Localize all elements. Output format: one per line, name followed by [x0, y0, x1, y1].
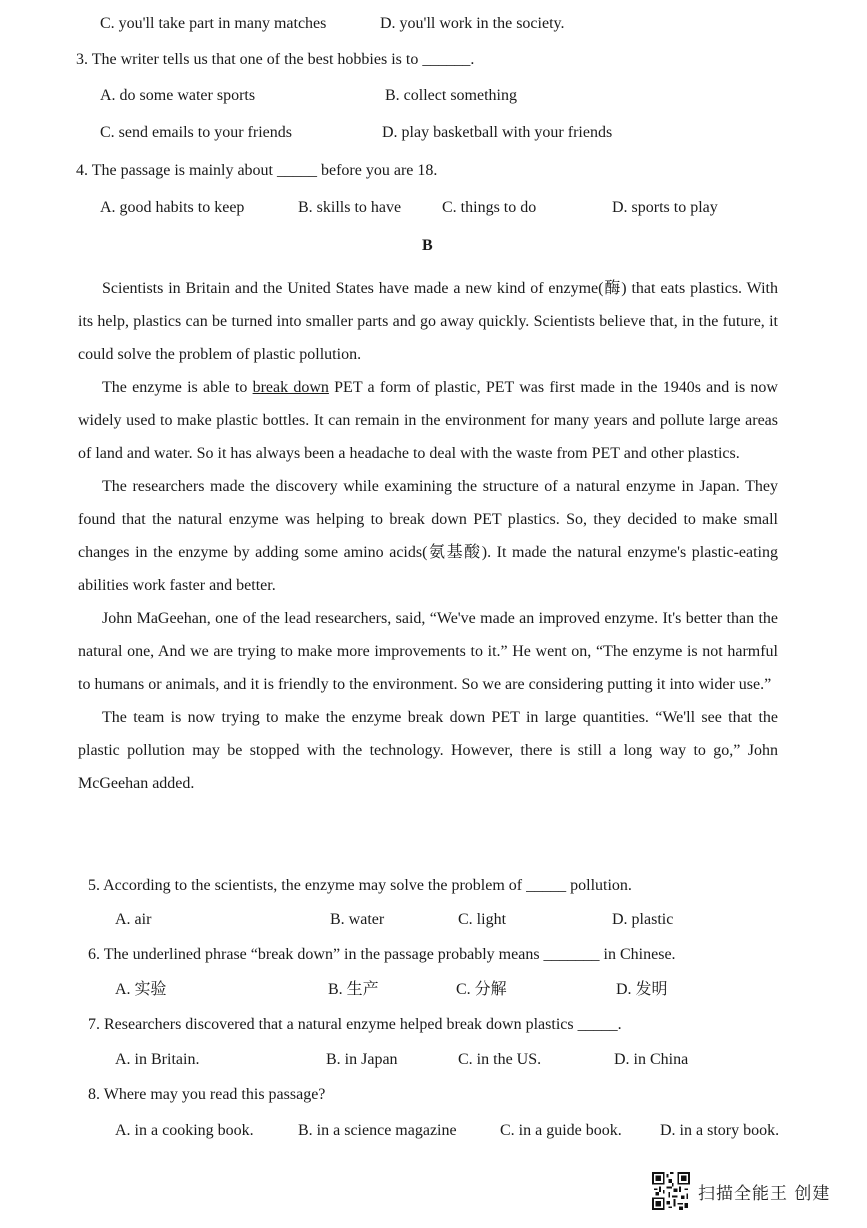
qr-code-icon [652, 1172, 690, 1210]
q3-option-b: B. collect something [385, 87, 517, 104]
q8-option-d: D. in a story book. [660, 1122, 780, 1139]
watermark-text: 扫描全能王 创建 [698, 1183, 831, 1204]
q5-option-c: C. light [458, 911, 507, 928]
q8-stem: 8. Where may you read this passage? [88, 1086, 326, 1103]
q7-option-b: B. in Japan [326, 1051, 398, 1068]
paragraph-3-text: The researchers made the discovery while examining the structure of a natural enzyme in Japan. They found that the natural enzyme was helping to break down PET plastics. So, they decided to make small changes in the enzyme by adding some amino acids(氨基酸). It made the natural enzyme's plastic-eating abilities work faster and better. [78, 478, 778, 594]
q4-stem: 4. The passage is mainly about _____ before you are 18. [76, 162, 438, 179]
q7-stem: 7. Researchers discovered that a natural enzyme helped break down plastics _____. [88, 1016, 622, 1033]
passage-paragraph-4 [78, 602, 778, 701]
q2-option-d: D. you'll work in the society. [380, 15, 565, 32]
paragraph-4-text: John MaGeehan, one of the lead researchers, said, “We've made an improved enzyme. It's better than the natural one, And we are trying to make more improvements to it.” He went on, “The enzyme is not harmful to humans or animals, and it is friendly to the environment. So we are considering putting it into wider use.” [78, 610, 778, 693]
q7-option-a: A. in Britain. [115, 1051, 200, 1068]
q3-option-a: A. do some water sports [100, 87, 256, 104]
paragraph-2-text-after: PET a form of plastic, PET was first made in the 1940s and is now widely used to make plastic bottles. It can remain in the environment for many years and pollute large areas of land and water. So it has always been a headache to deal with the waste from PET and other plastics. [78, 379, 778, 462]
passage-paragraph-2 [78, 371, 778, 470]
q3-option-d: D. play basketball with your friends [382, 124, 613, 141]
q8-option-c: C. in a guide book. [500, 1122, 622, 1139]
q6-option-c: C. 分解 [456, 981, 507, 998]
reading-passage [78, 272, 778, 800]
q5-stem: 5. According to the scientists, the enzyme may solve the problem of _____ pollution. [88, 877, 632, 894]
q6-option-b: B. 生产 [328, 981, 379, 998]
q5-option-a: A. air [115, 911, 152, 928]
passage-paragraph-1 [78, 272, 778, 371]
q4-option-d: D. sports to play [612, 199, 718, 216]
paragraph-1-text: Scientists in Britain and the United States have made a new kind of enzyme(酶) that eats plastics. With its help, plastics can be turned into smaller parts and go away quickly. Scientists believe that, in the future, it could solve the problem of plastic pollution. [78, 280, 779, 363]
q7-option-d: D. in China [614, 1051, 689, 1068]
q5-option-d: D. plastic [612, 911, 674, 928]
q5-option-b: B. water [330, 911, 385, 928]
q7-option-c: C. in the US. [458, 1051, 542, 1068]
q6-option-d: D. 发明 [616, 981, 668, 998]
q6-option-a: A. 实验 [115, 981, 167, 998]
q4-option-c: C. things to do [442, 199, 537, 216]
q8-option-b: B. in a science magazine [298, 1122, 457, 1139]
q2-option-c: C. you'll take part in many matches [100, 15, 327, 32]
q6-stem: 6. The underlined phrase “break down” in the passage probably means _______ in Chinese. [88, 946, 676, 963]
section-heading: B [422, 237, 433, 254]
q4-option-a: A. good habits to keep [100, 199, 245, 216]
underlined-phrase: break down [252, 379, 329, 396]
scanner-watermark [652, 1172, 830, 1210]
passage-paragraph-5 [78, 701, 778, 800]
paragraph-2-text-before: The enzyme is able to [102, 379, 253, 396]
paragraph-5-text: The team is now trying to make the enzyme break down PET in large quantities. “We'll see that the plastic pollution may be stopped with the technology. However, there is still a long way to go,” John McGeehan added. [78, 709, 778, 792]
q8-option-a: A. in a cooking book. [115, 1122, 254, 1139]
q3-option-c: C. send emails to your friends [100, 124, 292, 141]
passage-paragraph-3 [78, 470, 778, 602]
q3-stem: 3. The writer tells us that one of the best hobbies is to ______. [76, 51, 475, 68]
q4-option-b: B. skills to have [298, 199, 402, 216]
